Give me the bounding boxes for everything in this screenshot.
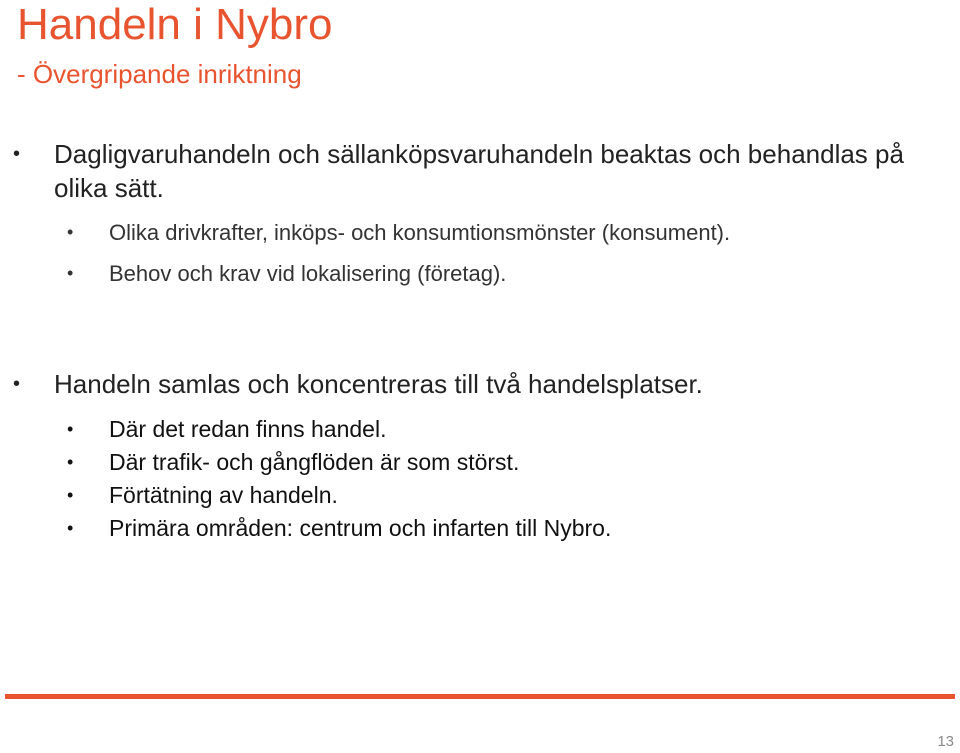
sub-bullet-text: Förtätning av handeln. (109, 482, 338, 508)
bullet-item (0, 367, 934, 401)
slide-subtitle: - Övergripande inriktning (17, 59, 302, 89)
sub-bullet-text: Där det redan finns handel. (109, 416, 387, 442)
bullet-item (0, 137, 934, 205)
bullet-dot-icon: • (67, 485, 74, 505)
sub-bullet-text: Behov och krav vid lokalisering (företag). (109, 261, 507, 286)
bullet-dot-icon: • (67, 263, 74, 283)
sub-bullet-item (0, 446, 960, 479)
bullet-dot-icon: • (13, 373, 21, 395)
bullet-text: Dagligvaruhandeln och sällanköpsvaruhandeln beaktas och behandlas på olika sätt. (54, 139, 904, 203)
bullet-dot-icon: • (67, 222, 74, 242)
bullet-dot-icon: • (67, 518, 74, 538)
bullet-text: Handeln samlas och koncentreras till två handelsplatser. (54, 369, 703, 399)
sub-bullet-text: Olika drivkrafter, inköps- och konsumtionsmönster (konsument). (109, 220, 731, 245)
page-number: 13 (937, 733, 954, 750)
sub-bullet-item (0, 216, 960, 249)
sub-bullet-item (0, 479, 960, 512)
sub-bullet-item (0, 512, 960, 545)
slide-title: Handeln i Nybro (17, 0, 333, 49)
sub-bullet-text: Där trafik- och gångflöden är som störst. (109, 449, 520, 475)
bullet-dot-icon: • (13, 143, 21, 165)
sub-bullet-item (0, 257, 960, 290)
section-2 (0, 367, 960, 545)
sub-bullet-text: Primära områden: centrum och infarten till Nybro. (109, 515, 612, 541)
section-1 (0, 137, 960, 290)
footer-divider (5, 694, 955, 699)
sub-bullet-item (0, 413, 960, 446)
bullet-dot-icon: • (67, 452, 74, 472)
bullet-dot-icon: • (67, 419, 74, 439)
